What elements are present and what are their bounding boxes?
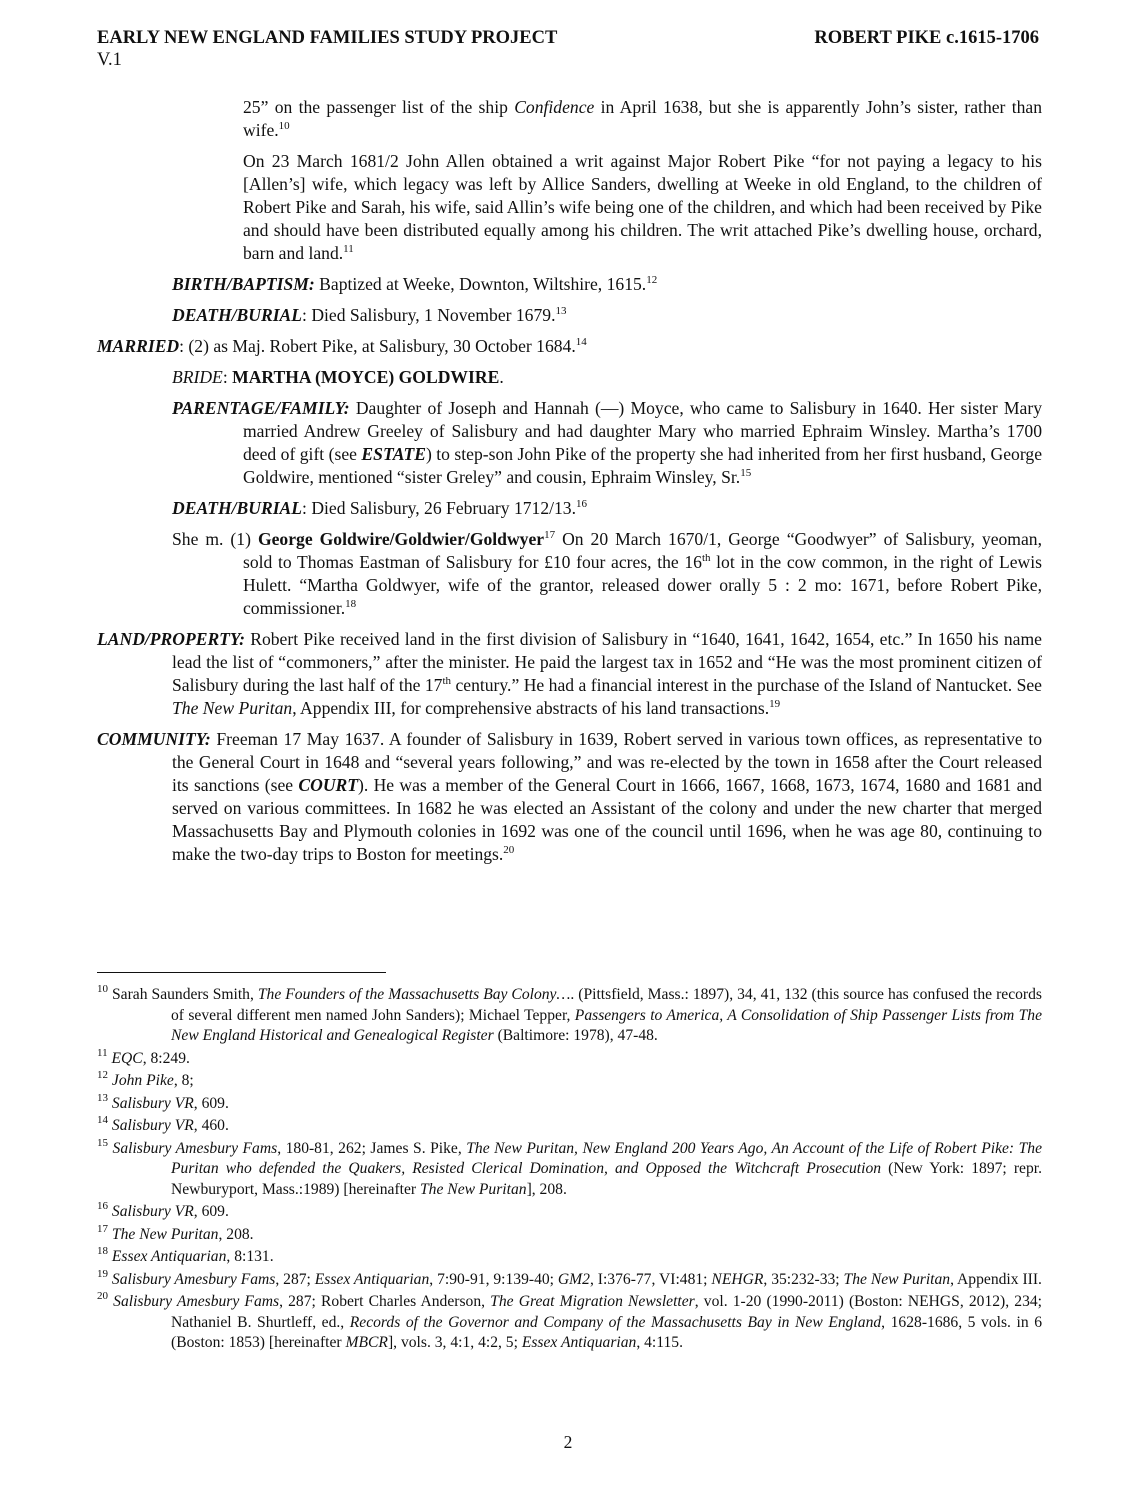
land-property-entry: LAND/PROPERTY: Robert Pike received land in the first division of Salisbury in “1640, 1641, 1642, 1654, etc.” In 1650 his name lead the list of “commoners,” after the minister. He paid the largest tax in 1652 and “He was the most prominent citizen of Salisbury during the last half of the 17th century.” He had a financial interest in the purchase of the Island of Nantucket. See The New Puritan, Appendix III, for comprehensive abstracts of his land transactions.$^{19}$ xyxy=(97,629,1042,718)
footnote-11: $^{11}$ EQC, 8:249. xyxy=(97,1046,190,1067)
footnote-ref[interactable]: 11 xyxy=(343,243,354,255)
page-number: 2 xyxy=(563,1432,573,1452)
footnote-20: $^{20}$ Salisbury Amesbury Fams, 287; Robert Charles Anderson, The Great Migration Newsletter, vol. 1-20 (1990-2011) (Boston: NEHGS, 2012), 234; Nathaniel B. Shurtleff, ed., Records of the Governor and Company of the Massachusetts Bay in New England, 1628-1686, 5 vols. in 6 (Boston: 1853) [hereinafter MBCR], vols. 3, 4:1, 4:2, 5; Essex Antiquarian, 4:115. xyxy=(97,1290,1043,1351)
section-label: DEATH/BURIAL xyxy=(172,498,303,518)
book-title: The New Puritan xyxy=(172,698,293,718)
community-entry: COMMUNITY: Freeman 17 May 1637. A founder of Salisbury in 1639, Robert served in various town offices, as representative to the General Court in 1648 and “several years following,” and was re-elected by the town in 1658 after the Court released its sanctions (see COURT). He was a member of the General Court in 1666, 1667, 1668, 1673, 1674, 1680 and 1681 and served on various committees. In 1682 he was elected an Assistant of the colony and under the new charter that merged Massachusetts Bay and Plymouth colonies in 1692 was one of the council until 1696, when he was age 80, continuing to make the two-day trips to Boston for meetings.$^{20}$ xyxy=(97,729,1042,864)
first-marriage-entry: She m. (1) George Goldwire/Goldwier/Goldwyer$^{17}$ On 20 March 1670/1, George “Goodwyer” of Salisbury, yeoman, sold to Thomas Eastman of Salisbury for £10 four acres, the 16th lot in the cow common, in the right of Lewis Hulett. “Martha Goldwyer, wife of the grantor, released dower orally 5 : 2 mo: 1671, before Robert Pike, commissioner.$^{18}$ xyxy=(172,529,1043,618)
footnote-15: $^{15}$ Salisbury Amesbury Fams, 180-81, 262; James S. Pike, The New Puritan, New England 200 Years Ago, An Account of the Life of Robert Pike: The Puritan who defended the Quakers, Resisted Clerical Domination, and Opposed the Witchcraft Prosecution (New York: 1897; repr. Newburyport, Mass.:1989) [hereinafter The New Puritan], 208. xyxy=(97,1136,1043,1198)
cross-reference: COURT xyxy=(298,775,359,795)
death-burial-entry-bride: DEATH/BURIAL: Died Salisbury, 26 February 1712/13.16 xyxy=(172,498,588,518)
footnote-17: $^{17}$ The New Puritan, 208. xyxy=(97,1222,254,1243)
section-label: BRIDE xyxy=(172,367,223,387)
page-header-left xyxy=(97,27,557,71)
paragraph-passenger-list: 25” on the passenger list of the ship Confidence in April 1638, but she is apparently John’s sister, rather than wife.$^{10}$ xyxy=(243,97,1042,140)
bride-name: MARTHA (MOYCE) GOLDWIRE xyxy=(232,367,500,387)
footnote-18: $^{18}$ Essex Antiquarian, 8:131. xyxy=(97,1245,274,1265)
footnote-16: $^{16}$ Salisbury VR, 609. xyxy=(97,1200,229,1220)
ship-name: Confidence xyxy=(514,97,595,117)
footnotes xyxy=(97,985,1042,1356)
footnote-ref[interactable]: 18 xyxy=(345,598,357,610)
section-label: BIRTH/BAPTISM: xyxy=(172,274,315,294)
parentage-family-entry: PARENTAGE/FAMILY: Daughter of Joseph and Hannah (—) Moyce, who came to Salisbury in 1640. Her sister Mary married Andrew Greeley of Salisbury and had daughter Mary who married Ephraim Winsley. Martha’s 1700 deed of gift (see ESTATE) to step-son John Pike of the property she had inherited from her first husband, George Goldwire, mentioned “sister Greley” and cousin, Ephraim Winsley, Sr.$^{15}$ xyxy=(172,398,1043,487)
footnote-12: $^{12}$ John Pike, 8; xyxy=(97,1069,194,1089)
footnote-10: $^{10}$ Sarah Saunders Smith, The Founders of the Massachusetts Bay Colony…. (Pittsfield, Mass.: 1897), 34, 41, 132 (this source has confused the records of several different men named John Sanders); Michael Tepper, Passengers to America, A Consolidation of Ship Passenger Lists from The New England Historical and Genealogical Register (Baltimore: 1978), 47-48. xyxy=(97,983,1042,1044)
document-body xyxy=(97,96,1042,874)
version-label: V.1 xyxy=(97,50,122,70)
section-label: COMMUNITY: xyxy=(97,729,211,749)
footnote-13: $^{13}$ Salisbury VR, 609. xyxy=(97,1091,229,1112)
death-burial-entry: DEATH/BURIAL: Died Salisbury, 1 November 1679.13 xyxy=(172,305,567,325)
first-husband-name: George Goldwire/Goldwier/Goldwyer xyxy=(257,529,545,549)
footnote-ref[interactable]: 13 xyxy=(555,305,567,317)
footnote-separator xyxy=(97,972,386,973)
married-entry: MARRIED: (2) as Maj. Robert Pike, at Salisbury, 30 October 1684.14 xyxy=(97,336,587,356)
footnote-19: $^{19}$ Salisbury Amesbury Fams, 287; Essex Antiquarian, 7:90-91, 9:139-40; GM2, I:376-77, VI:481; NEHGR, 35:232-33; The New Puritan, Appendix III. xyxy=(97,1267,1042,1288)
footnote-ref[interactable]: 15 xyxy=(740,467,752,479)
footnote-14: $^{14}$ Salisbury VR, 460. xyxy=(97,1114,229,1134)
section-label: DEATH/BURIAL xyxy=(172,305,303,325)
footnote-ref[interactable]: 12 xyxy=(646,274,658,286)
page-header-subject: ROBERT PIKE c.1615-1706 xyxy=(814,28,1039,48)
paragraph-writ: On 23 March 1681/2 John Allen obtained a writ against Major Robert Pike “for not paying a legacy to his [Allen’s] wife, which legacy was left by Allice Sanders, dwelling at Weeke in old England, to the children of Robert Pike and Sarah, his wife, said Allin’s wife being one of the children, and which had been received by Pike and should have been distributed equally among his children. The writ attached Pike’s dwelling house, orchard, barn and land.$^{11}$ xyxy=(243,151,1042,263)
footnote-ref[interactable]: 19 xyxy=(769,698,781,710)
footnote-ref[interactable]: 20 xyxy=(503,844,515,856)
footnote-ref[interactable]: 10 xyxy=(278,120,290,132)
project-title: EARLY NEW ENGLAND FAMILIES STUDY PROJECT xyxy=(97,28,558,48)
section-label: PARENTAGE/FAMILY: xyxy=(172,398,350,418)
footnote-ref[interactable]: 16 xyxy=(576,498,588,510)
birth-baptism-entry: BIRTH/BAPTISM: Baptized at Weeke, Downton, Wiltshire, 1615.12 xyxy=(172,274,658,294)
cross-reference: ESTATE xyxy=(361,444,426,464)
footnote-ref[interactable]: 14 xyxy=(575,336,587,348)
section-label: LAND/PROPERTY: xyxy=(97,629,245,649)
footnote-ref[interactable]: 17 xyxy=(544,529,556,541)
bride-entry: BRIDE: MARTHA (MOYCE) GOLDWIRE. xyxy=(172,367,504,387)
section-label: MARRIED xyxy=(97,336,180,356)
